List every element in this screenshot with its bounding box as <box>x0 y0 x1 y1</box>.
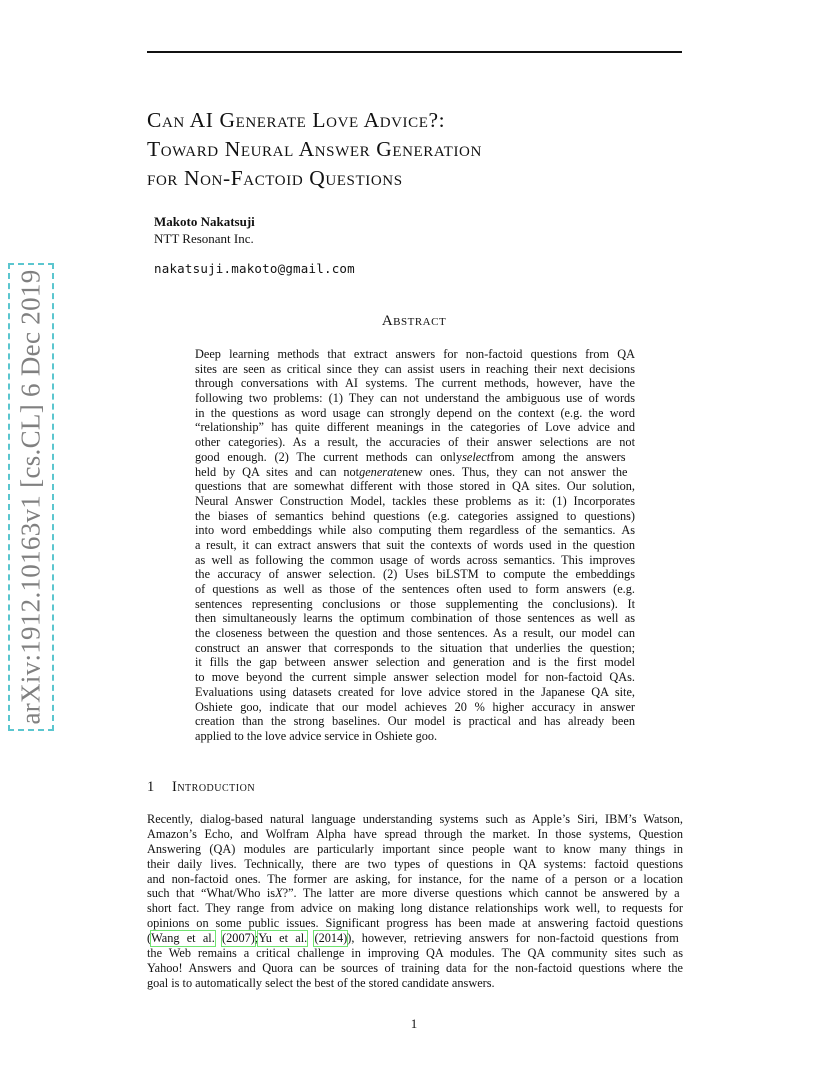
section-number: 1 <box>147 779 155 795</box>
intro-line: such that “What/Who isX?”. The latter are more diverse questions which cannot be answered by a <box>147 886 680 901</box>
intro-line: goal is to automatically select the best of the stored candidate answers. <box>147 975 495 990</box>
section-heading-introduction <box>147 779 255 796</box>
abstract-line: other categories). As a result, the accuracies of their answer selections are not <box>195 435 635 450</box>
abstract-line: sentences representing conclusions or those supplementing the conclusions). It <box>195 596 635 611</box>
abstract-line: the accuracy of answer selection. (2) Uses biLSTM to compute the embeddings <box>195 567 635 582</box>
intro-line: their daily lives. Technically, there are two types of questions in QA systems: factoid questions <box>147 856 683 871</box>
abstract-line: Oshiete goo, indicate that our model achieves 20 % higher accuracy in answer <box>195 699 635 714</box>
abstract-line: Neural Answer Construction Model, tackles these problems as it: (1) Incorporates <box>195 493 635 508</box>
top-rule <box>147 51 682 53</box>
math-variable-x: X <box>275 886 283 901</box>
abstract-heading: Abstract <box>381 313 447 329</box>
intro-line: Yahoo! Answers and Quora can be sources of training data for the non-factoid questions where the <box>147 960 683 975</box>
abstract-line: “relationship” has quite different meanings in the categories of Love advice and <box>195 420 635 435</box>
abstract-line: Deep learning methods that extract answers for non-factoid questions from QA <box>195 347 635 361</box>
author-name: Makoto Nakatsuji <box>154 214 255 229</box>
author-affiliation: NTT Resonant Inc. <box>154 231 254 246</box>
abstract-line: into word embeddings while also computing them regardless of the semantics. As <box>195 523 636 538</box>
citation-link-wang[interactable]: Wang et al. <box>151 931 215 946</box>
abstract-line: construct an answer that corresponds to the situation that underlies the question; <box>195 640 636 655</box>
citation-link-yu[interactable]: Yu et al. <box>258 931 308 946</box>
intro-line: Recently, dialog-based natural language understanding systems such as Apple’s Siri, IBM’s Watson, <box>147 812 684 826</box>
abstract-line: through conversations with AI systems. The current methods, however, have the <box>195 376 635 391</box>
abstract-line: of questions as well as those of the sentences often used to form answers (e.g. <box>195 582 635 596</box>
abstract-line: held by QA sites and can notgeneratenew ones. Thus, they can not answer the <box>195 464 628 479</box>
author-email[interactable]: nakatsuji.makoto@gmail.com <box>154 261 355 276</box>
page-number: 1 <box>410 1016 418 1031</box>
abstract-line: a result, it can extract answers that suit the contexts of words used in the question <box>195 537 635 552</box>
abstract-line: creation than the strong baselines. Our model is practical and has already been <box>195 714 635 729</box>
abstract-line: applied to the love advice service in Oshiete goo. <box>195 728 438 743</box>
emphasis-select: select <box>462 449 491 464</box>
intro-line: Answering (QA) modules are particularly important since people want to know many things in <box>147 841 683 856</box>
citation-year-link-yu[interactable]: (2014) <box>314 931 348 946</box>
intro-line: opinions on some public issues. Significant progress has been made at answering factoid questions <box>147 916 683 931</box>
intro-line: the Web remains a critical challenge in improving QA modules. The QA community sites such as <box>147 946 683 961</box>
paper-title <box>147 106 707 193</box>
abstract-line: then simultaneously learns the optimum combination of those sentences as well as <box>195 611 635 626</box>
title-line: Toward Neural Answer Generation <box>147 137 482 161</box>
intro-line: short fact. They range from advice on making long distance relationships work well, to requests for <box>147 901 683 916</box>
arxiv-identifier[interactable]: arXiv:1912.10163v1 [cs.CL] 6 Dec 2019 <box>15 269 46 725</box>
title-line: Can AI Generate Love Advice?: <box>147 108 446 132</box>
abstract-line: good enough. (2) The current methods can onlyselectfrom among the answers <box>195 449 626 464</box>
introduction-body <box>147 812 683 991</box>
emphasis-generate: generate <box>359 464 403 479</box>
abstract-line: sites are seen as critical since they can assist users in reaching their next decisions <box>195 361 635 376</box>
abstract-line: the closeness between the question and those sentences. As a result, our model can <box>195 626 635 641</box>
abstract-line: it fills the gap between answer selection and generation and is the first model <box>195 655 635 670</box>
abstract-body <box>195 347 635 744</box>
abstract-line: following two problems: (1) They can not understand the ambiguous use of words <box>195 391 635 406</box>
abstract-line: to move beyond the current simple answer selection model for non-factoid QAs. <box>195 670 635 685</box>
intro-line: and non-factoid ones. The former are asking, for instance, for the name of a person or a location <box>147 871 683 886</box>
intro-line: Amazon’s Echo, and Wolfram Alpha have spread through the market. In those systems, Question <box>147 826 683 841</box>
abstract-line: in the questions as word usage can strongly depend on the context (e.g. the word <box>195 405 635 420</box>
abstract-line: questions that are somewhat different with those stored in QA sites. Our solution, <box>195 479 635 494</box>
section-title: Introduction <box>172 779 256 795</box>
citation-year-link-wang[interactable]: (2007) <box>222 931 255 946</box>
abstract-line: the biases of semantics behind questions (e.g. categories assigned to questions) <box>195 508 635 523</box>
intro-line: (Wang et al. (2007);Yu et al. (2014)), however, retrieving answers for non-factoid questions from <box>147 931 679 946</box>
abstract-line: as well as following the common usage of words across semantics. This improves <box>195 552 635 567</box>
abstract-line: Evaluations using datasets created for love advice stored in the Japanese QA site, <box>195 684 635 699</box>
title-line: for Non-Factoid Questions <box>147 166 403 190</box>
